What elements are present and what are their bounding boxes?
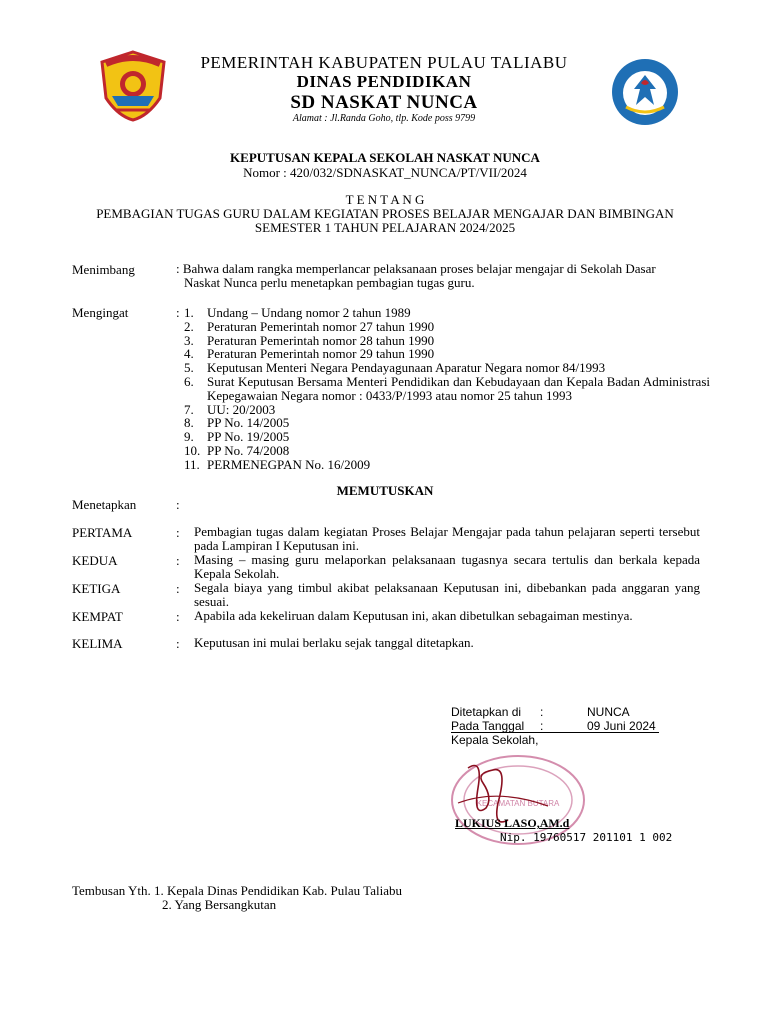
- mengingat-item-number: 7.: [184, 401, 194, 417]
- mengingat-item-number: 2.: [184, 318, 194, 334]
- stamp-text: KECAMATAN BUTARA: [476, 799, 560, 808]
- mengingat-item-text: Peraturan Pemerintah nomor 28 tahun 1990: [207, 332, 435, 348]
- school-name: SD NASKAT NUNCA: [290, 92, 478, 113]
- mengingat-item-number: 10.: [184, 442, 201, 458]
- mengingat-item-number: 3.: [184, 332, 194, 348]
- mengingat-item-number: 11.: [184, 456, 200, 472]
- mengingat-item-number: 9.: [184, 429, 194, 445]
- mengingat-item-number: 8.: [184, 415, 194, 431]
- mengingat-item: [184, 306, 710, 320]
- kedua-colon: :: [176, 553, 180, 568]
- mengingat-item: [184, 334, 710, 348]
- mengingat-item-number: 4.: [184, 346, 194, 362]
- kempat-label: KEMPAT: [72, 609, 123, 624]
- kempat-colon: :: [176, 609, 180, 624]
- mengingat-item: [184, 347, 710, 361]
- mengingat-item: [184, 416, 710, 430]
- tembusan-line-1: Tembusan Yth. 1. Kepala Dinas Pendidikan Kab. Pulau Taliabu: [72, 883, 402, 898]
- mengingat-item: [184, 403, 710, 417]
- mengingat-item-text: Undang – Undang nomor 2 tahun 1989: [207, 305, 411, 320]
- ditetapkan-value: NUNCA: [587, 705, 630, 719]
- menimbang-text-cont: Naskat Nunca perlu menetapkan pembagian tugas guru.: [184, 275, 475, 290]
- signatory-role: Kepala Sekolah,: [451, 733, 539, 747]
- ketiga-colon: :: [176, 581, 180, 596]
- ditetapkan-colon: :: [540, 705, 544, 719]
- mengingat-item: [184, 444, 710, 458]
- decree-number: Nomor : 420/032/SDNASKAT_NUNCA/PT/VII/2024: [243, 165, 527, 180]
- mengingat-item-text: PP No. 74/2008: [207, 442, 290, 458]
- department-name: DINAS PENDIDIKAN: [296, 72, 472, 91]
- decree-title: KEPUTUSAN KEPALA SEKOLAH NASKAT NUNCA: [230, 150, 540, 165]
- school-address: Alamat : Jl.Randa Goho, tlp. Kode poss 9799: [292, 113, 476, 124]
- mengingat-list: [184, 306, 710, 472]
- subject-line-1: PEMBAGIAN TUGAS GURU DALAM KEGIATAN PROSES BELAJAR MENGAJAR DAN BIMBINGAN: [96, 206, 674, 221]
- menimbang-label: Menimbang: [72, 262, 135, 277]
- mengingat-item-text: PERMENEGPAN No. 16/2009: [207, 456, 371, 472]
- mengingat-item-text: Peraturan Pemerintah nomor 27 tahun 1990: [207, 318, 435, 334]
- menimbang-text: : Bahwa dalam rangka memperlancar pelaksanaan proses belajar mengajar di Sekolah Dasar: [176, 261, 656, 276]
- tanggal-value: 09 Juni 2024: [587, 719, 656, 733]
- ditetapkan-label: Ditetapkan di: [451, 705, 522, 719]
- kempat-text: Apabila ada kekeliruan dalam Keputusan ini, akan dibetulkan sebagaiman mestinya.: [194, 608, 633, 623]
- mengingat-item: [184, 458, 710, 472]
- mengingat-item-text: Peraturan Pemerintah nomor 29 tahun 1990: [207, 346, 435, 362]
- mengingat-item-number: 6.: [184, 373, 194, 389]
- mengingat-item-text: Surat Keputusan Bersama Menteri Pendidikan dan Kebudayaan dan Kepala Badan Administrasi Kepegawaian Negara nomor : 0433/P/1993 atau nomor 25 tahun 1993: [207, 373, 710, 403]
- kedua-label: KEDUA: [72, 553, 118, 568]
- menetapkan-colon: :: [176, 497, 180, 512]
- signatory-nip: Nip. 19760517 201101 1 002: [500, 831, 673, 844]
- kelima-text: Keputusan ini mulai berlaku sejak tanggal ditetapkan.: [194, 635, 474, 650]
- mengingat-colon: :: [176, 305, 180, 320]
- tembusan-line-2: 2. Yang Bersangkutan: [162, 897, 277, 912]
- mengingat-item-text: UU: 20/2003: [207, 401, 276, 417]
- menetapkan-label: Menetapkan: [72, 497, 137, 512]
- kedua-text: Masing – masing guru melaporkan pelaksanaan tugasnya secara tertulis dan berkala kepada Kepala Sekolah.: [194, 552, 700, 581]
- mengingat-item-number: 5.: [184, 360, 194, 376]
- mengingat-item-text: PP No. 14/2005: [207, 415, 290, 431]
- ketiga-text: Segala biaya yang timbul akibat pelaksanaan Keputusan ini, dibebankan pada anggaran yang sesuai.: [194, 580, 700, 609]
- subject-line-2: SEMESTER 1 TAHUN PELAJARAN 2024/2025: [254, 220, 516, 235]
- mengingat-item-text: Keputusan Menteri Negara Pendayagunaan Aparatur Negara nomor 84/1993: [207, 360, 606, 376]
- mengingat-label: Mengingat: [72, 305, 129, 320]
- kelima-label: KELIMA: [72, 636, 123, 651]
- memutuskan-heading: MEMUTUSKAN: [336, 483, 434, 498]
- mengingat-item: [184, 320, 710, 334]
- mengingat-item-number: 1.: [184, 305, 194, 320]
- mengingat-item: [184, 430, 710, 444]
- government-name: PEMERINTAH KABUPATEN PULAU TALIABU: [200, 53, 568, 72]
- pertama-text: Pembagian tugas dalam kegiatan Proses Belajar Mengajar pada tahun pelajaran seperti tersebut pada Lampiran I Keputusan ini.: [194, 524, 700, 553]
- tentang-heading: T E N T A N G: [345, 192, 425, 207]
- signatory-name: LUKIUS LASO,AM.d: [455, 816, 570, 830]
- tanggal-label: Pada Tanggal: [451, 719, 525, 733]
- mengingat-item-text: PP No. 19/2005: [207, 429, 290, 445]
- mengingat-item: [184, 375, 710, 403]
- pertama-label: PERTAMA: [72, 525, 133, 540]
- mengingat-item: [184, 361, 710, 375]
- ketiga-label: KETIGA: [72, 581, 121, 596]
- kelima-colon: :: [176, 636, 180, 651]
- tut-wuri-handayani-logo: [610, 57, 680, 127]
- pertama-colon: :: [176, 525, 180, 540]
- tanggal-colon: :: [540, 719, 544, 733]
